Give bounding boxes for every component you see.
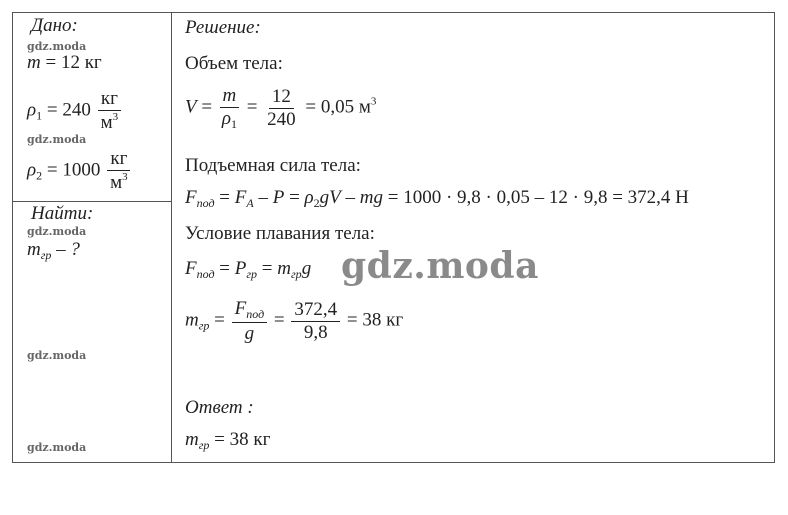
given-header: Дано:	[31, 15, 78, 36]
watermark-small: gdz.moda	[27, 225, 87, 238]
find-unknown: $m_{гр}$ – ?	[27, 239, 80, 262]
mass-formula: $m_{гр}$ = $\frac{F_{под}}{g}$ = $\frac{372,4}{9,8}$ = 38 кг	[185, 298, 404, 344]
lift-title: Подъемная сила тела:	[185, 155, 361, 176]
find-header: Найти:	[31, 203, 94, 224]
answer-value: $m_{гр} = 38$ кг	[185, 429, 271, 452]
watermark-small: gdz.moda	[27, 349, 87, 362]
watermark-small: gdz.moda	[27, 133, 87, 146]
solution-table	[12, 12, 775, 463]
solution-header: Решение:	[185, 17, 261, 38]
float-condition: $F_{под} = P_{гр} = m_{гр}g$	[185, 258, 312, 281]
watermark-large: gdz.moda	[341, 245, 539, 287]
unit-fraction: $\frac{кг}{м^3}$	[107, 149, 131, 193]
given-find-divider	[13, 201, 171, 202]
volume-formula: V = $\frac{m}{\rho_1}$ = $\frac{12}{240}$ = 0,05 $м^3$	[185, 85, 377, 131]
given-mass: m = 12 кг	[27, 52, 102, 73]
volume-title: Объем тела:	[185, 53, 283, 74]
given-rho1: $\rho_1 = 240$ $\frac{кг}{м^3}$	[27, 89, 123, 133]
watermark-small: gdz.moda	[27, 441, 87, 454]
column-divider	[171, 13, 172, 462]
watermark-small: gdz.moda	[27, 40, 87, 53]
float-title: Условие плавания тела:	[185, 223, 375, 244]
given-rho2: $\rho_2 = 1000$ $\frac{кг}{м^3}$	[27, 149, 133, 193]
answer-header: Ответ :	[185, 397, 254, 418]
lift-formula: $F_{под} = F_A - P = \rho_2gV$ – mg = 1000 · 9,8 · 0,05 – 12 · 9,8 = 372,4 Н	[185, 187, 689, 210]
unit-fraction: $\frac{кг}{м^3}$	[98, 89, 122, 133]
